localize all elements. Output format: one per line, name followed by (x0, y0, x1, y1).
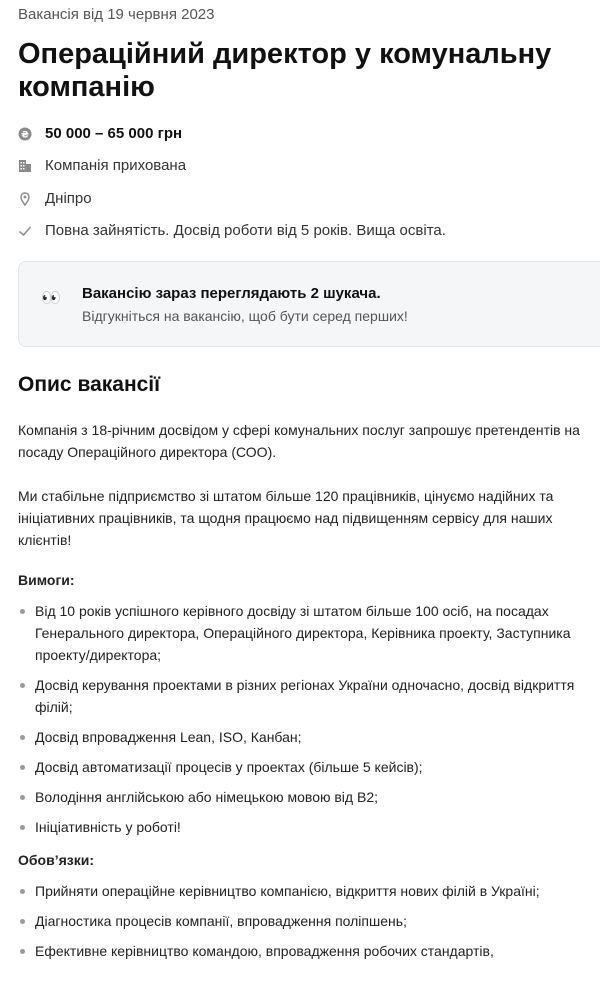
eyes-icon: 👀 (41, 290, 60, 307)
posted-date: Вакансія від 19 червня 2023 (18, 6, 215, 23)
company-row (18, 157, 186, 174)
list-item (18, 600, 588, 666)
description-paragraph-2: Ми стабільне підприємство зі штатом більше 120 працівників, цінуємо надійних та ініціативних працівників, та щодня працюємо над підвищенням сервісу для наших клієнтів! (18, 488, 554, 548)
list-item (18, 726, 588, 748)
list-item-text: Володіння англійською або німецькою мовою від В2; (35, 789, 378, 805)
list-item (18, 816, 588, 838)
requirements-title: Вимоги: (18, 572, 75, 588)
list-item-text: Прийняти операційне керівництво компанією, відкриття нових філій в Україні; (35, 883, 540, 899)
bullet (20, 949, 25, 954)
page-title: Операційний директор у комунальну компанію (18, 38, 552, 103)
city-row (18, 190, 92, 207)
bullet (20, 765, 25, 770)
viewers-notice-subtitle: Відгукніться на вакансію, щоб бути серед перших! (82, 308, 408, 324)
list-item-text: Діагностика процесів компанії, впровадження поліпшень; (35, 913, 407, 929)
location-pin-icon (18, 192, 32, 206)
svg-text:₴: ₴ (21, 130, 29, 140)
bullet (20, 795, 25, 800)
checkmark-icon (18, 224, 32, 238)
viewers-notice (18, 261, 600, 347)
bullet (20, 919, 25, 924)
conditions-row (18, 222, 446, 239)
hryvnia-icon (18, 127, 32, 141)
company-value: Компанія прихована (45, 157, 187, 174)
list-item (18, 940, 588, 962)
salary-value: 50 000 – 65 000 грн (45, 125, 183, 142)
requirements-list (18, 600, 588, 846)
bullet (20, 735, 25, 740)
list-item (18, 674, 588, 718)
bullet (20, 825, 25, 830)
bullet (20, 609, 25, 614)
duties-title: Обов’язки: (18, 852, 94, 868)
building-icon (18, 159, 32, 173)
list-item (18, 880, 588, 902)
list-item-text: Ефективне керівництво командою, впровадження робочих стандартів, (35, 943, 494, 959)
list-item-text: Досвід впровадження Lean, ISO, Канбан; (35, 729, 302, 745)
list-item-text: Ініціативність у роботі! (35, 819, 181, 835)
bullet (20, 683, 25, 688)
list-item-text: Досвід автоматизації процесів у проектах (більше 5 кейсів); (35, 759, 423, 775)
conditions-value: Повна зайнятість. Досвід роботи від 5 років. Вища освіта. (45, 222, 446, 239)
bullet (20, 889, 25, 894)
duties-list (18, 880, 588, 970)
viewers-notice-title: Вакансію зараз переглядають 2 шукача. (82, 285, 381, 302)
city-value: Дніпро (45, 190, 92, 207)
list-item (18, 910, 588, 932)
description-paragraph-1: Компанія з 18-річним досвідом у сфері комунальних послуг запрошує претендентів на посаду Операційного директора (СОО). (18, 422, 580, 460)
list-item-text: Від 10 років успішного керівного досвіду зі штатом більше 100 осіб, на посадах Генерального директора, Операційного директора, Керівника проекту, Заступника проекту/директора; (35, 603, 571, 663)
salary-row (18, 125, 182, 142)
list-item (18, 786, 588, 808)
description-title: Опис вакансії (18, 373, 161, 396)
list-item-text: Досвід керування проектами в різних регіонах України одночасно, досвід відкриття філій; (35, 677, 575, 715)
list-item (18, 756, 588, 778)
